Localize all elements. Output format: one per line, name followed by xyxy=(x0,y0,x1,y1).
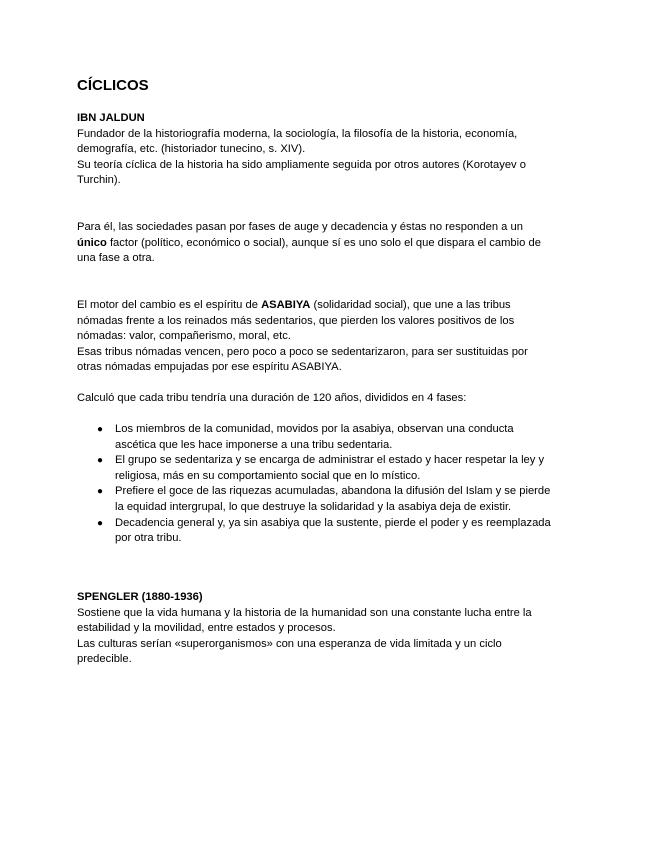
spengler-heading: SPENGLER (1880-1936) xyxy=(77,591,203,603)
ibn-jaldun-phases-intro xyxy=(77,391,555,407)
spengler-paragraph-2: Las culturas serían «superorganismos» con una esperanza de vida limitada y un ciclo predecible. xyxy=(77,637,502,666)
paragraph-3-emphasis: único xyxy=(77,236,107,249)
ibn-jaldun-cycle-section xyxy=(77,220,555,267)
ibn-jaldun-paragraph-6: Calculó que cada tribu tendría una duración de 120 años, divididos en 4 fases: xyxy=(77,392,467,404)
phase-list-item xyxy=(77,453,555,484)
phases-list xyxy=(77,422,555,547)
phase-text: Los miembros de la comunidad, movidos por la asabiya, observan una conducta ascética que les hace imponerse a una tribu sedentaria. xyxy=(115,423,514,451)
phase-list-item xyxy=(77,422,555,453)
phase-list-item xyxy=(77,516,555,547)
bullet-icon: ● xyxy=(97,455,104,467)
ibn-jaldun-heading: IBN JALDUN xyxy=(77,112,145,124)
document-title: CÍCLICOS xyxy=(77,77,149,94)
ibn-jaldun-paragraph-1-line-2: demografía, etc. (historiador tunecino, s. XIV). xyxy=(77,143,306,156)
spengler-paragraph-1: Sostiene que la vida humana y la historia de la humanidad son una constante lucha entre la estabilidad y la movilidad, entre estados y procesos. xyxy=(77,606,532,635)
spengler-section xyxy=(77,590,555,668)
paragraph-3-text-before: Para él, las sociedades pasan por fases de auge y decadencia y éstas no responden a un xyxy=(77,221,523,233)
bullet-icon: ● xyxy=(97,517,104,529)
phases-list-section xyxy=(77,422,555,547)
ibn-jaldun-paragraph-1 xyxy=(77,127,555,158)
ibn-jaldun-paragraph-2: Su teoría cíclica de la historia ha sido ampliamente seguida por otros autores (Korotayev o Turchin). xyxy=(77,158,526,187)
phase-text: Decadencia general y, ya sin asabiya que la sustente, pierde el poder y es reemplazada por otra tribu. xyxy=(115,516,551,545)
paragraph-4-text-after: (solidaridad social), que une a las tribus nómadas frente a los reinados más sedentarios, que pierden los valores positivos de los nómadas: valor, compañerismo, moral, etc. xyxy=(77,299,515,343)
ibn-jaldun-asabiya-section xyxy=(77,298,555,376)
bullet-icon: ● xyxy=(97,486,104,498)
paragraph-4-emphasis: ASABIYA xyxy=(261,299,311,311)
ibn-jaldun-intro-section xyxy=(77,111,555,189)
ibn-jaldun-paragraph-4 xyxy=(77,298,555,345)
ibn-jaldun-paragraph-3 xyxy=(77,220,555,267)
ibn-jaldun-paragraph-5: Esas tribus nómadas vencen, pero poco a poco se sedentarizaron, para ser sustituidas por otras nómadas empujadas por ese espíritu ASABIYA. xyxy=(77,345,528,374)
phase-text: Prefiere el goce de las riquezas acumuladas, abandona la difusión del Islam y se pierde la equidad intergrupal, lo que destruye la solidaridad y la asabiya deja de existir. xyxy=(115,485,551,513)
paragraph-3-text-after: factor (político, económico o social), aunque sí es uno solo el que dispara el cambio de una fase a otra. xyxy=(77,236,541,265)
bullet-icon: ● xyxy=(97,424,104,435)
ibn-jaldun-paragraph-1-line-1: Fundador de la historiografía moderna, la sociología, la filosofía de la historia, economía, xyxy=(77,127,518,140)
phase-text: El grupo se sedentariza y se encarga de administrar el estado y hacer respetar la ley y religiosa, más en su comportamiento social que en lo místico. xyxy=(115,454,545,482)
phase-list-item xyxy=(77,484,555,515)
paragraph-4-text-before: El motor del cambio es el espíritu de xyxy=(77,299,262,311)
